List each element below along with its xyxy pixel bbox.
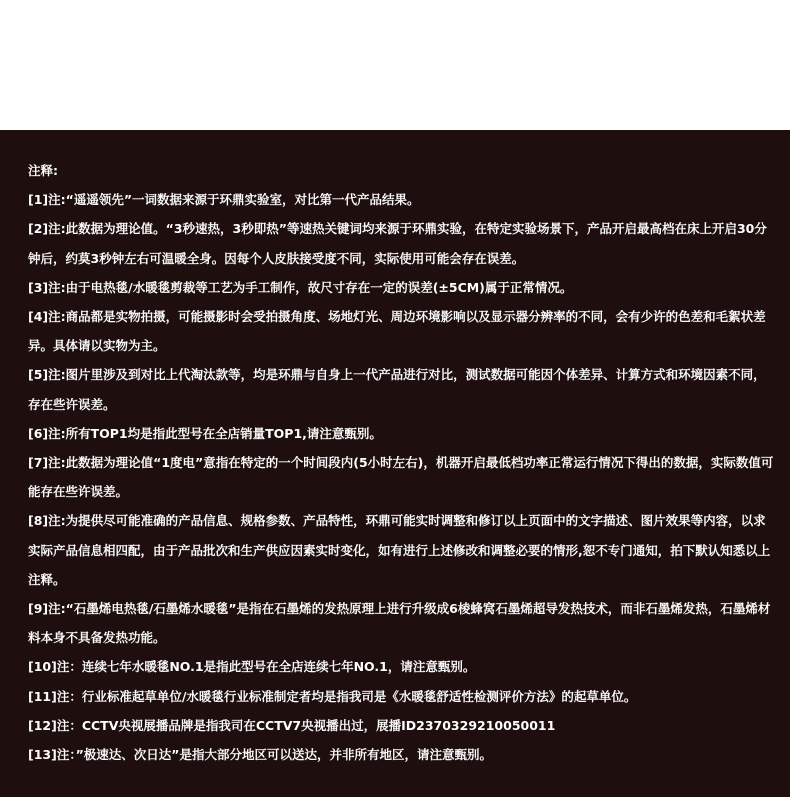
note-4: [4]注:商品都是实物拍摄，可能摄影时会受拍摄角度、场地灯光、周边环境影响以及显示器分辨率的不同，会有少许的色差和毛絮状差异。具体请以实物为主。: [28, 309, 766, 354]
note-8: [8]注:为提供尽可能准确的产品信息、规格参数、产品特性，环鼎可能实时调整和修订以上页面中的文字描述、图片效果等内容，以求实际产品信息相四配，由于产品批次和生产供应因素实时变化，如有进行上述修改和调整必要的情形,恕不专门通知，拍下默认知悉以上注释。: [28, 513, 771, 587]
note-10: [10]注：连续七年水暖毯NO.1是指此型号在全店连续七年NO.1，请注意甄别。: [28, 659, 476, 675]
note-5: [5]注:图片里涉及到对比上代淘汰款等，均是环鼎与自身上一代产品进行对比，测试数据可能因个体差异、计算方式和环境因素不同，存在些许误差。: [28, 367, 766, 412]
note-9: [9]注:“石墨烯电热毯/石墨烯水暖毯”是指在石墨烯的发热原理上进行升级成6棱蜂窝石墨烯超导发热技术，而非石墨烯发热，石墨烯材料本身不具备发热功能。: [28, 601, 771, 646]
note-2: [2]注:此数据为理论值。“3秒速热，3秒即热”等速热关键词均来源于环鼎实验，在特定实验场景下，产品开启最高档在床上开启30分钟后，约莫3秒钟左右可温暖全身。因每个人皮肤接受度不同，实际使用可能会存在误差。: [28, 221, 767, 266]
note-1: [1]注:“遥遥领先”一词数据来源于环鼎实验室，对比第一代产品结果。: [28, 192, 420, 208]
notes-panel: [0, 130, 790, 797]
note-6: [6]注:所有TOP1均是指此型号在全店销量TOP1,请注意甄别。: [28, 425, 382, 441]
note-11: [11]注：行业标准起草单位/水暖毯行业标准制定者均是指我司是《水暖毯舒适性检测评价方法》的起草单位。: [28, 688, 637, 704]
note-list: [28, 185, 774, 769]
note-13: [13]注：”极速达、次日达”是指大部分地区可以送达，并非所有地区，请注意甄别。: [28, 747, 493, 763]
notes-heading: 注释:: [28, 163, 58, 178]
note-3: [3]注:由于电热毯/水暖毯剪裁等工艺为手工制作，故尺寸存在一定的误差(±5CM)属于正常情况。: [28, 279, 573, 295]
note-7: [7]注:此数据为理论值“1度电”意指在特定的一个时间段内(5小时左右)，机器开启最低档功率正常运行情况下得出的数据，实际数值可能存在些许误差。: [28, 455, 774, 500]
note-12: [12]注：CCTV央视展播品牌是指我司在CCTV7央视播出过，展播ID2370329210050011: [28, 717, 556, 733]
